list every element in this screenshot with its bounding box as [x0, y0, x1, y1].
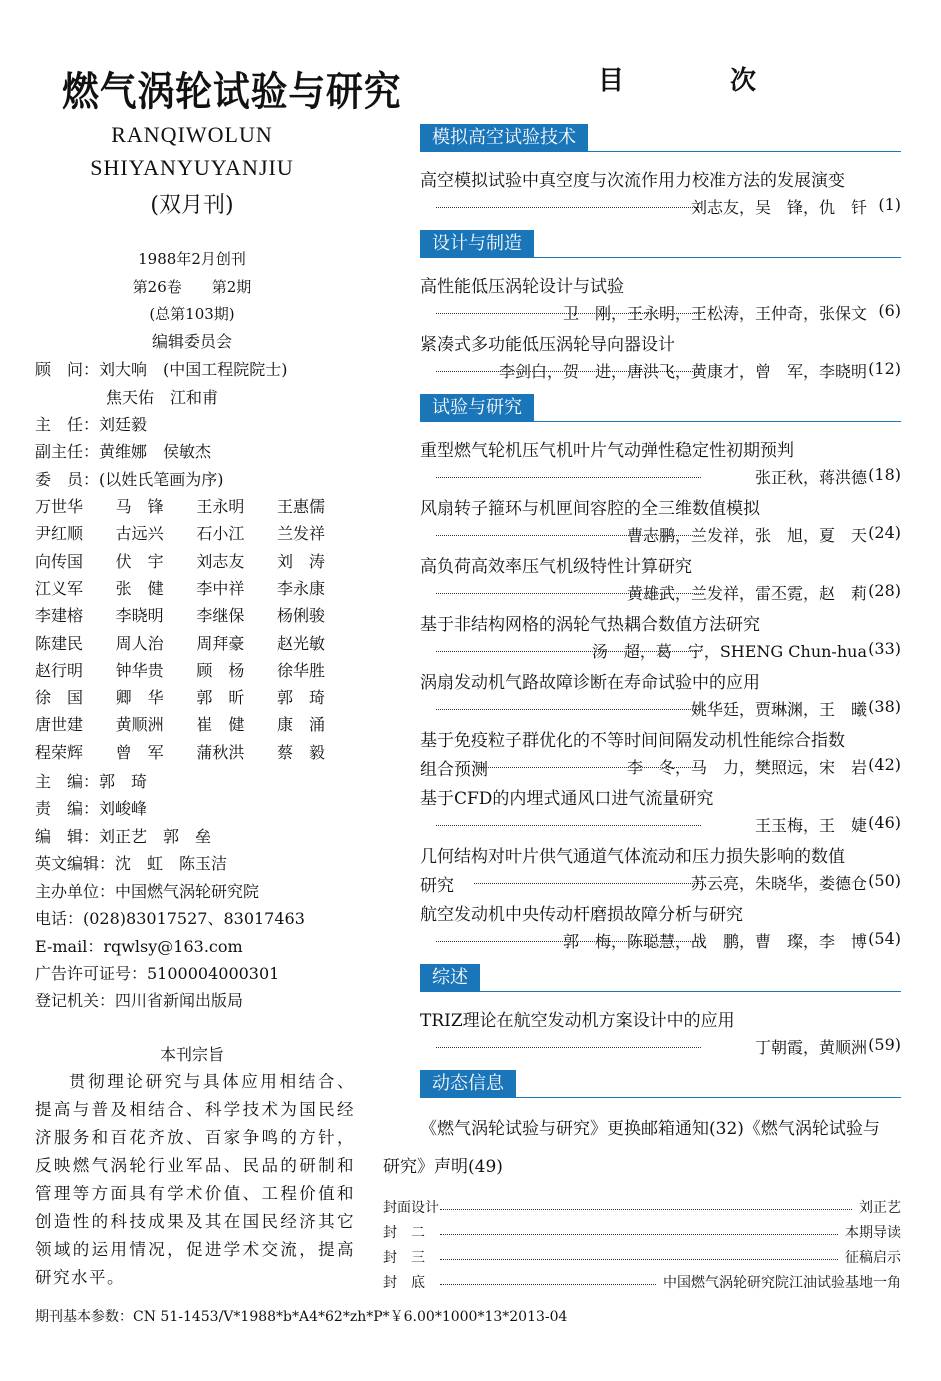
responsible-editor: 责 编：刘峻峰: [35, 799, 148, 818]
dot-leader: [436, 593, 701, 594]
toc-entry-byline: [436, 359, 901, 381]
dot-leader: [440, 1284, 656, 1285]
section-rule: [420, 421, 901, 422]
news-line-1: 《燃气涡轮试验与研究》更换邮箱通知(32)《燃气涡轮试验与: [420, 1119, 880, 1139]
member-name: 杨俐骏: [276, 606, 325, 626]
total-issue: (总第103期): [149, 305, 235, 323]
member-name: 郭 琦: [276, 688, 325, 708]
toc-entry-page: (1): [878, 195, 901, 214]
cover-credit-value: 本期导读: [842, 1222, 901, 1242]
toc-entry-page: (50): [868, 871, 901, 890]
member-name: 李永康: [276, 578, 325, 598]
toc-section-heading: 动态信息: [420, 1070, 516, 1098]
member-name: 李建榕: [35, 606, 84, 626]
journal-frequency: (双月刊): [150, 193, 234, 218]
member-row: [35, 740, 325, 763]
founded-date: 1988年2月创刊: [138, 250, 246, 268]
member-name: 伏 宇: [115, 551, 164, 571]
toc-entry-byline: [436, 813, 901, 835]
toc-entry-title: 重型燃气轮机压气机叶片气动弹性稳定性初期预判: [420, 441, 794, 461]
dot-leader: [436, 825, 701, 826]
member-name: 黄顺洲: [115, 715, 164, 735]
toc-entry-page: (54): [868, 929, 901, 948]
toc-entry-title: 基于非结构网格的涡轮气热耦合数值方法研究: [420, 615, 760, 635]
dot-leader: [436, 535, 701, 536]
cover-credit-label: 封 三: [383, 1250, 425, 1266]
member-name: 徐 国: [35, 688, 84, 708]
member-name: 蔡 毅: [276, 742, 325, 762]
ad-license: 广告许可证号：5100004000301: [35, 964, 280, 983]
dot-leader: [436, 941, 701, 942]
advisors-2: 焦天佑 江和甫: [106, 388, 219, 407]
member-row: [35, 494, 325, 517]
toc-entry-byline: [436, 195, 901, 217]
toc-entry-title: 高负荷高效率压气机级特性计算研究: [420, 557, 692, 577]
member-name: 崔 健: [196, 715, 245, 735]
member-name: 康 涌: [276, 715, 325, 735]
toc-entry-authors: 李 冬，马 力，樊照远，宋 岩: [623, 755, 867, 778]
toc-entry-authors: 丁朝霞，黄顺洲: [751, 1035, 867, 1058]
member-name: 卿 华: [115, 688, 164, 708]
toc-entry-title: 基于CFD的内埋式通风口进气流量研究: [420, 789, 714, 809]
toc-entry-page: (28): [868, 581, 901, 600]
toc-entry-byline: [436, 639, 901, 661]
member-name: 程荣辉: [35, 742, 84, 762]
toc-entry-authors: 郭 梅，陈聪慧，战 鹏，曹 璨，李 博: [559, 929, 867, 952]
registration: 登记机关：四川省新闻出版局: [35, 991, 244, 1010]
member-name: 唐世建: [35, 715, 84, 735]
toc-entry-title: 风扇转子箍环与机匣间容腔的全三维数值模拟: [420, 499, 760, 519]
toc-entry-page: (24): [868, 523, 901, 542]
purpose-text: 贯彻理论研究与具体应用相结合、提高与普及相结合、科学技术为国民经济服务和百花齐放、百家争鸣的方针，反映燃气涡轮行业军品、民品的研制和管理等方面具有学术价值、工程价值和创造性的科技成果及其在国民经济其它领域的运用情况，促进学术交流，提高研究水平。: [35, 1072, 355, 1287]
toc-entry-byline: [436, 697, 901, 719]
board-heading: 编辑委员会: [151, 332, 232, 351]
journal-params: 期刊基本参数：CN 51-1453/V*1988*b*A4*62*zh*P*￥6.00*1000*13*2013-04: [35, 1309, 568, 1325]
member-name: 江义军: [35, 578, 84, 598]
toc-entry-page: (42): [868, 755, 901, 774]
phone: 电话：(028)83017527、83017463: [35, 909, 305, 928]
member-name: 刘 涛: [276, 551, 325, 571]
toc-entry-title-cont: 组合预测: [420, 760, 488, 780]
toc-section-heading: 试验与研究: [420, 394, 534, 422]
editors: 编 辑：刘正艺 郭 垒: [35, 827, 212, 846]
member-name: 石小江: [196, 524, 245, 544]
toc-entry-authors: 姚华廷，贾琳渊，王 曦: [687, 697, 867, 720]
dot-leader: [436, 477, 701, 478]
dot-leader: [440, 1234, 838, 1235]
toc-entry-authors: 汤 超，葛 宁，SHENG Chun-hua: [588, 639, 867, 662]
member-name: 钟华贵: [115, 660, 164, 680]
toc-entry-authors: 张正秋，蒋洪德: [751, 465, 867, 488]
toc-entry-byline: [436, 465, 901, 487]
member-name: 王惠儒: [276, 497, 325, 516]
chief-editor: 主 编：郭 琦: [35, 772, 148, 791]
toc-entry-authors: 卫 刚，王永明，王松涛，王仲奇，张保文: [559, 301, 867, 324]
director: 主 任：刘廷毅: [35, 415, 148, 434]
cover-credit-value: 刘正艺: [856, 1197, 901, 1217]
member-name: 郭 昕: [196, 688, 245, 708]
dot-leader: [440, 1259, 838, 1260]
member-name: 周拜豪: [196, 633, 245, 653]
purpose-heading: 本刊宗旨: [159, 1045, 224, 1064]
member-name: 李中祥: [196, 578, 245, 598]
toc-entry-authors: 苏云亮，朱晓华，娄德仓: [687, 871, 867, 894]
dot-leader: [440, 1209, 852, 1210]
member-name: 刘志友: [196, 551, 245, 571]
member-row: [35, 631, 325, 654]
member-row: [35, 712, 325, 735]
member-name: 蒲秋洪: [196, 742, 245, 762]
section-rule: [420, 257, 901, 258]
dot-leader: [436, 651, 701, 652]
member-name: 尹红顺: [35, 524, 84, 544]
toc-entry-page: (38): [868, 697, 901, 716]
member-row: [35, 576, 325, 599]
toc-entry-byline: [436, 523, 901, 545]
dot-leader: [436, 709, 701, 710]
vice-director: 副主任：黄维娜 侯敏杰: [35, 442, 212, 461]
member-name: 赵行明: [35, 660, 84, 680]
toc-entry-title: 基于免疫粒子群优化的不等时间间隔发动机性能综合指数: [420, 731, 845, 751]
member-name: 周人治: [115, 633, 164, 653]
section-rule: [420, 991, 901, 992]
toc-entry-title-cont: 研究: [420, 876, 454, 896]
member-row: [35, 658, 325, 681]
toc-section-heading: 综述: [420, 964, 480, 992]
toc-entry-title: 高空模拟试验中真空度与次流作用力校准方法的发展演变: [420, 171, 845, 191]
dot-leader: [436, 1047, 701, 1048]
toc-entry-authors: 黄雄武，兰发祥，雷丕霓，赵 莉: [623, 581, 867, 604]
member-name: 马 锋: [115, 497, 164, 516]
toc-entry-byline: [436, 1035, 901, 1057]
member-name: 李晓明: [115, 606, 164, 626]
email: E-mail：rqwlsy@163.com: [35, 937, 243, 956]
toc-entry-authors: 曹志鹏，兰发祥，张 旭，夏 天: [623, 523, 867, 546]
toc-entry-title: 几何结构对叶片供气通道气体流动和压力损失影响的数值: [420, 847, 845, 867]
toc-heading: 目 次: [598, 66, 797, 96]
toc-entry-byline: [436, 301, 901, 323]
member-name: 徐华胜: [276, 660, 325, 680]
toc-entry-title: 涡扇发动机气路故障诊断在寿命试验中的应用: [420, 673, 760, 693]
toc-entry-authors: 李剑白，贺 进，唐洪飞，黄康才，曾 军，李晓明: [495, 359, 867, 382]
toc-entry-byline: [436, 581, 901, 603]
member-row: [35, 685, 325, 708]
member-name: 王永明: [196, 497, 245, 516]
toc-entry-page: (12): [868, 359, 901, 378]
journal-pinyin-line2: SHIYANYUYANJIU: [90, 155, 294, 180]
toc-section-heading: 设计与制造: [420, 230, 534, 258]
cover-credit-label: 封 底: [383, 1275, 425, 1291]
toc-entry-byline: [436, 929, 901, 951]
dot-leader: [474, 883, 701, 884]
dot-leader: [436, 207, 701, 208]
toc-entry-authors: 刘志友，吴 锋，仇 钎: [687, 195, 867, 218]
toc-entry-title: 航空发动机中央传动杆磨损故障分析与研究: [420, 905, 743, 925]
member-name: 古远兴: [115, 524, 164, 544]
member-name: 向传国: [35, 551, 84, 571]
member-name: 曾 军: [115, 742, 164, 762]
dot-leader: [436, 371, 701, 372]
section-rule: [420, 151, 901, 152]
journal-pinyin-line1: RANQIWOLUN: [111, 122, 273, 147]
member-name: 顾 杨: [196, 660, 245, 680]
member-row: [35, 521, 325, 544]
toc-entry-page: (59): [868, 1035, 901, 1054]
member-row: [35, 549, 325, 572]
toc-entry-byline: [474, 755, 901, 777]
toc-entry-title: 紧凑式多功能低压涡轮导向器设计: [420, 335, 675, 355]
section-rule: [420, 1097, 901, 1098]
member-name: 张 健: [115, 578, 164, 598]
cover-credit-label: 封 二: [383, 1225, 425, 1241]
sponsor: 主办单位：中国燃气涡轮研究院: [35, 882, 260, 901]
toc-entry-page: (33): [868, 639, 901, 658]
advisors: 顾 问：刘大响 (中国工程院院士): [35, 360, 288, 379]
toc-entry-title: TRIZ理论在航空发动机方案设计中的应用: [420, 1011, 735, 1031]
members-label: 委 员：(以姓氏笔画为序): [35, 470, 224, 489]
toc-section-heading: 模拟高空试验技术: [420, 124, 588, 152]
journal-title: 燃气涡轮试验与研究: [62, 68, 402, 115]
cover-credit-value: 中国燃气涡轮研究院江油试验基地一角: [660, 1272, 901, 1292]
toc-entry-title: 高性能低压涡轮设计与试验: [420, 277, 624, 297]
member-name: 李继保: [196, 606, 245, 626]
member-row: [35, 603, 325, 626]
member-name: 陈建民: [35, 633, 84, 653]
cover-credit-value: 征稿启示: [842, 1247, 901, 1267]
news-line-2: 研究》声明(49): [383, 1157, 503, 1177]
member-name: 万世华: [35, 497, 84, 516]
toc-entry-page: (18): [868, 465, 901, 484]
toc-entry-byline: [474, 871, 901, 893]
dot-leader: [474, 767, 701, 768]
member-name: 兰发祥: [276, 524, 325, 544]
dot-leader: [436, 313, 701, 314]
toc-entry-authors: 王玉梅，王 婕: [751, 813, 867, 836]
toc-entry-page: (6): [878, 301, 901, 320]
toc-entry-page: (46): [868, 813, 901, 832]
cover-credit-label: 封面设计: [383, 1200, 439, 1216]
english-editors: 英文编辑：沈 虹 陈玉洁: [35, 854, 228, 873]
member-name: 赵光敏: [276, 633, 325, 653]
volume-issue: 第26卷 第2期: [132, 278, 252, 296]
